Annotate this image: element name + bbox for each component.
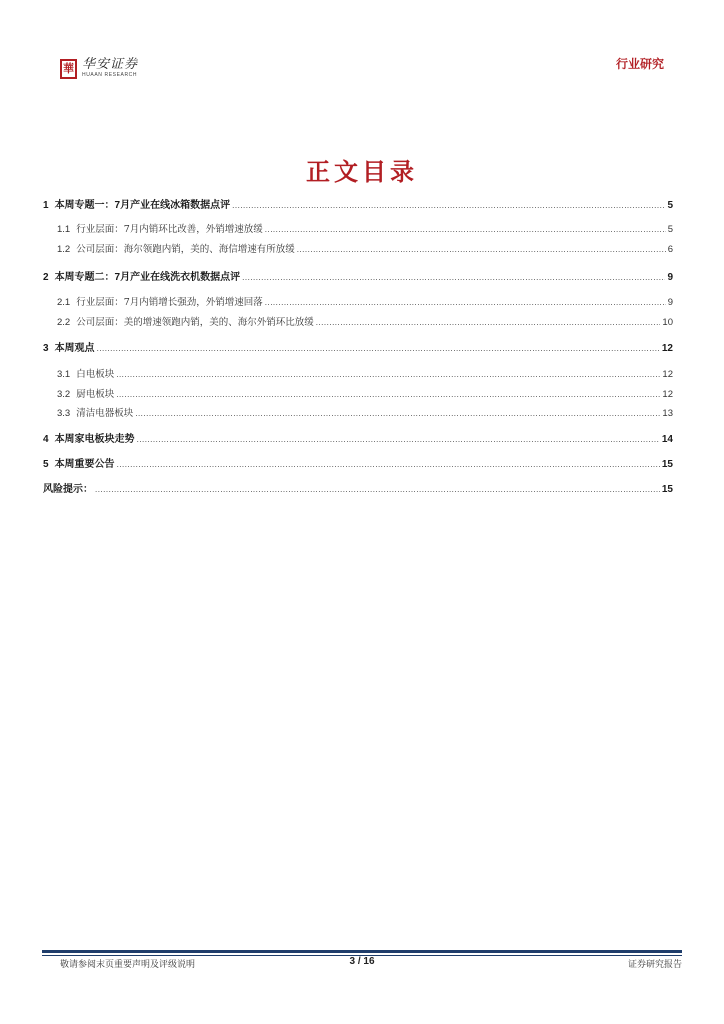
toc-entry-page: 5	[667, 224, 673, 235]
toc-entry-number: 5	[43, 459, 49, 470]
toc-leader-dots	[265, 295, 666, 311]
toc-entry-page: 12	[662, 369, 673, 380]
toc-entry[interactable]	[43, 242, 673, 258]
toc-entry-label: 风险提示：	[43, 484, 93, 495]
toc-entry-label: 本周观点	[54, 343, 95, 354]
toc-leader-dots	[242, 270, 665, 286]
toc-entry-label: 公司层面：美的增速领跑内销，美的、海尔外销环比放缓	[76, 317, 314, 328]
toc-entry-label: 本周专题二：7月产业在线洗衣机数据点评	[54, 272, 241, 283]
toc-entry[interactable]	[43, 222, 673, 238]
toc-leader-dots	[232, 198, 665, 214]
toc-entry-number: 3.2	[57, 389, 71, 400]
toc-entry-number: 3.3	[57, 408, 71, 419]
toc-entry-page: 10	[662, 317, 673, 328]
toc-leader-dots	[97, 341, 660, 357]
company-logo	[60, 58, 138, 79]
toc-entry[interactable]	[43, 406, 673, 422]
toc-entry-page: 15	[661, 484, 673, 495]
toc-leader-dots	[116, 367, 660, 383]
logo-name: 华安证券	[82, 57, 139, 72]
toc-entry-number: 4	[43, 434, 49, 445]
toc-entry-number: 1	[43, 200, 49, 211]
toc-entry-label: 行业层面：7月内销环比改善，外销增速放缓	[76, 224, 263, 235]
toc-entry-page: 12	[661, 343, 673, 354]
toc-leader-dots	[137, 432, 660, 448]
toc-entry[interactable]	[43, 295, 673, 311]
toc-entry-number: 3.1	[57, 369, 71, 380]
toc-entry[interactable]	[43, 198, 673, 214]
toc-entry-page: 13	[662, 408, 673, 419]
toc-entry[interactable]	[43, 387, 673, 403]
toc-entry-page: 5	[667, 200, 673, 211]
report-type-label: 行业研究	[615, 57, 664, 71]
toc-entry-number: 2.2	[57, 317, 71, 328]
toc-entry-label: 本周家电板块走势	[54, 434, 135, 445]
footer-report-label: 证券研究报告	[627, 960, 682, 970]
toc-entry-label: 本周重要公告	[54, 459, 115, 470]
toc-entry-label: 本周专题一：7月产业在线冰箱数据点评	[54, 200, 231, 211]
toc-leader-dots	[116, 387, 660, 403]
toc-leader-dots	[135, 406, 660, 422]
logo-mark-icon: 華	[60, 59, 77, 79]
toc-title: 正文目录	[306, 158, 418, 186]
toc-entry-page: 14	[661, 434, 673, 445]
toc-leader-dots	[117, 457, 660, 473]
toc-entry-label: 清洁电器板块	[76, 408, 134, 419]
footer-disclaimer: 敬请参阅末页重要声明及评级说明	[60, 960, 196, 970]
toc-entry-page: 12	[662, 389, 673, 400]
toc-entry-number: 2.1	[57, 297, 71, 308]
toc-leader-dots	[297, 242, 666, 258]
page-indicator: 3 / 16	[349, 956, 375, 967]
toc-entry-number: 3	[43, 343, 49, 354]
toc-entry[interactable]	[43, 432, 673, 448]
toc-entry-number: 1.2	[57, 244, 71, 255]
toc-entry-page: 9	[667, 297, 673, 308]
toc-entry-label: 白电板块	[76, 369, 115, 380]
footer-divider	[42, 950, 682, 953]
page-header	[0, 0, 724, 100]
toc-entry-label: 厨电板块	[76, 389, 115, 400]
toc-entry-label: 公司层面：海尔领跑内销，美的、海信增速有所放缓	[76, 244, 295, 255]
toc-entry[interactable]	[43, 482, 673, 498]
toc-entry[interactable]	[43, 457, 673, 473]
toc-leader-dots	[316, 315, 661, 331]
toc-entry-page: 9	[667, 272, 673, 283]
toc-entry-page: 15	[661, 459, 673, 470]
toc-entry-page: 6	[667, 244, 673, 255]
toc-leader-dots	[95, 482, 660, 498]
toc-entry[interactable]	[43, 315, 673, 331]
toc-leader-dots	[265, 222, 666, 238]
logo-subtitle: HUAAN RESEARCH	[82, 72, 138, 78]
toc-entry-label: 行业层面：7月内销增长强劲，外销增速回落	[76, 297, 263, 308]
toc-entry-number: 1.1	[57, 224, 71, 235]
toc-entry-number: 2	[43, 272, 49, 283]
toc-entry[interactable]	[43, 367, 673, 383]
toc-entry[interactable]	[43, 270, 673, 286]
toc-entry[interactable]	[43, 341, 673, 357]
